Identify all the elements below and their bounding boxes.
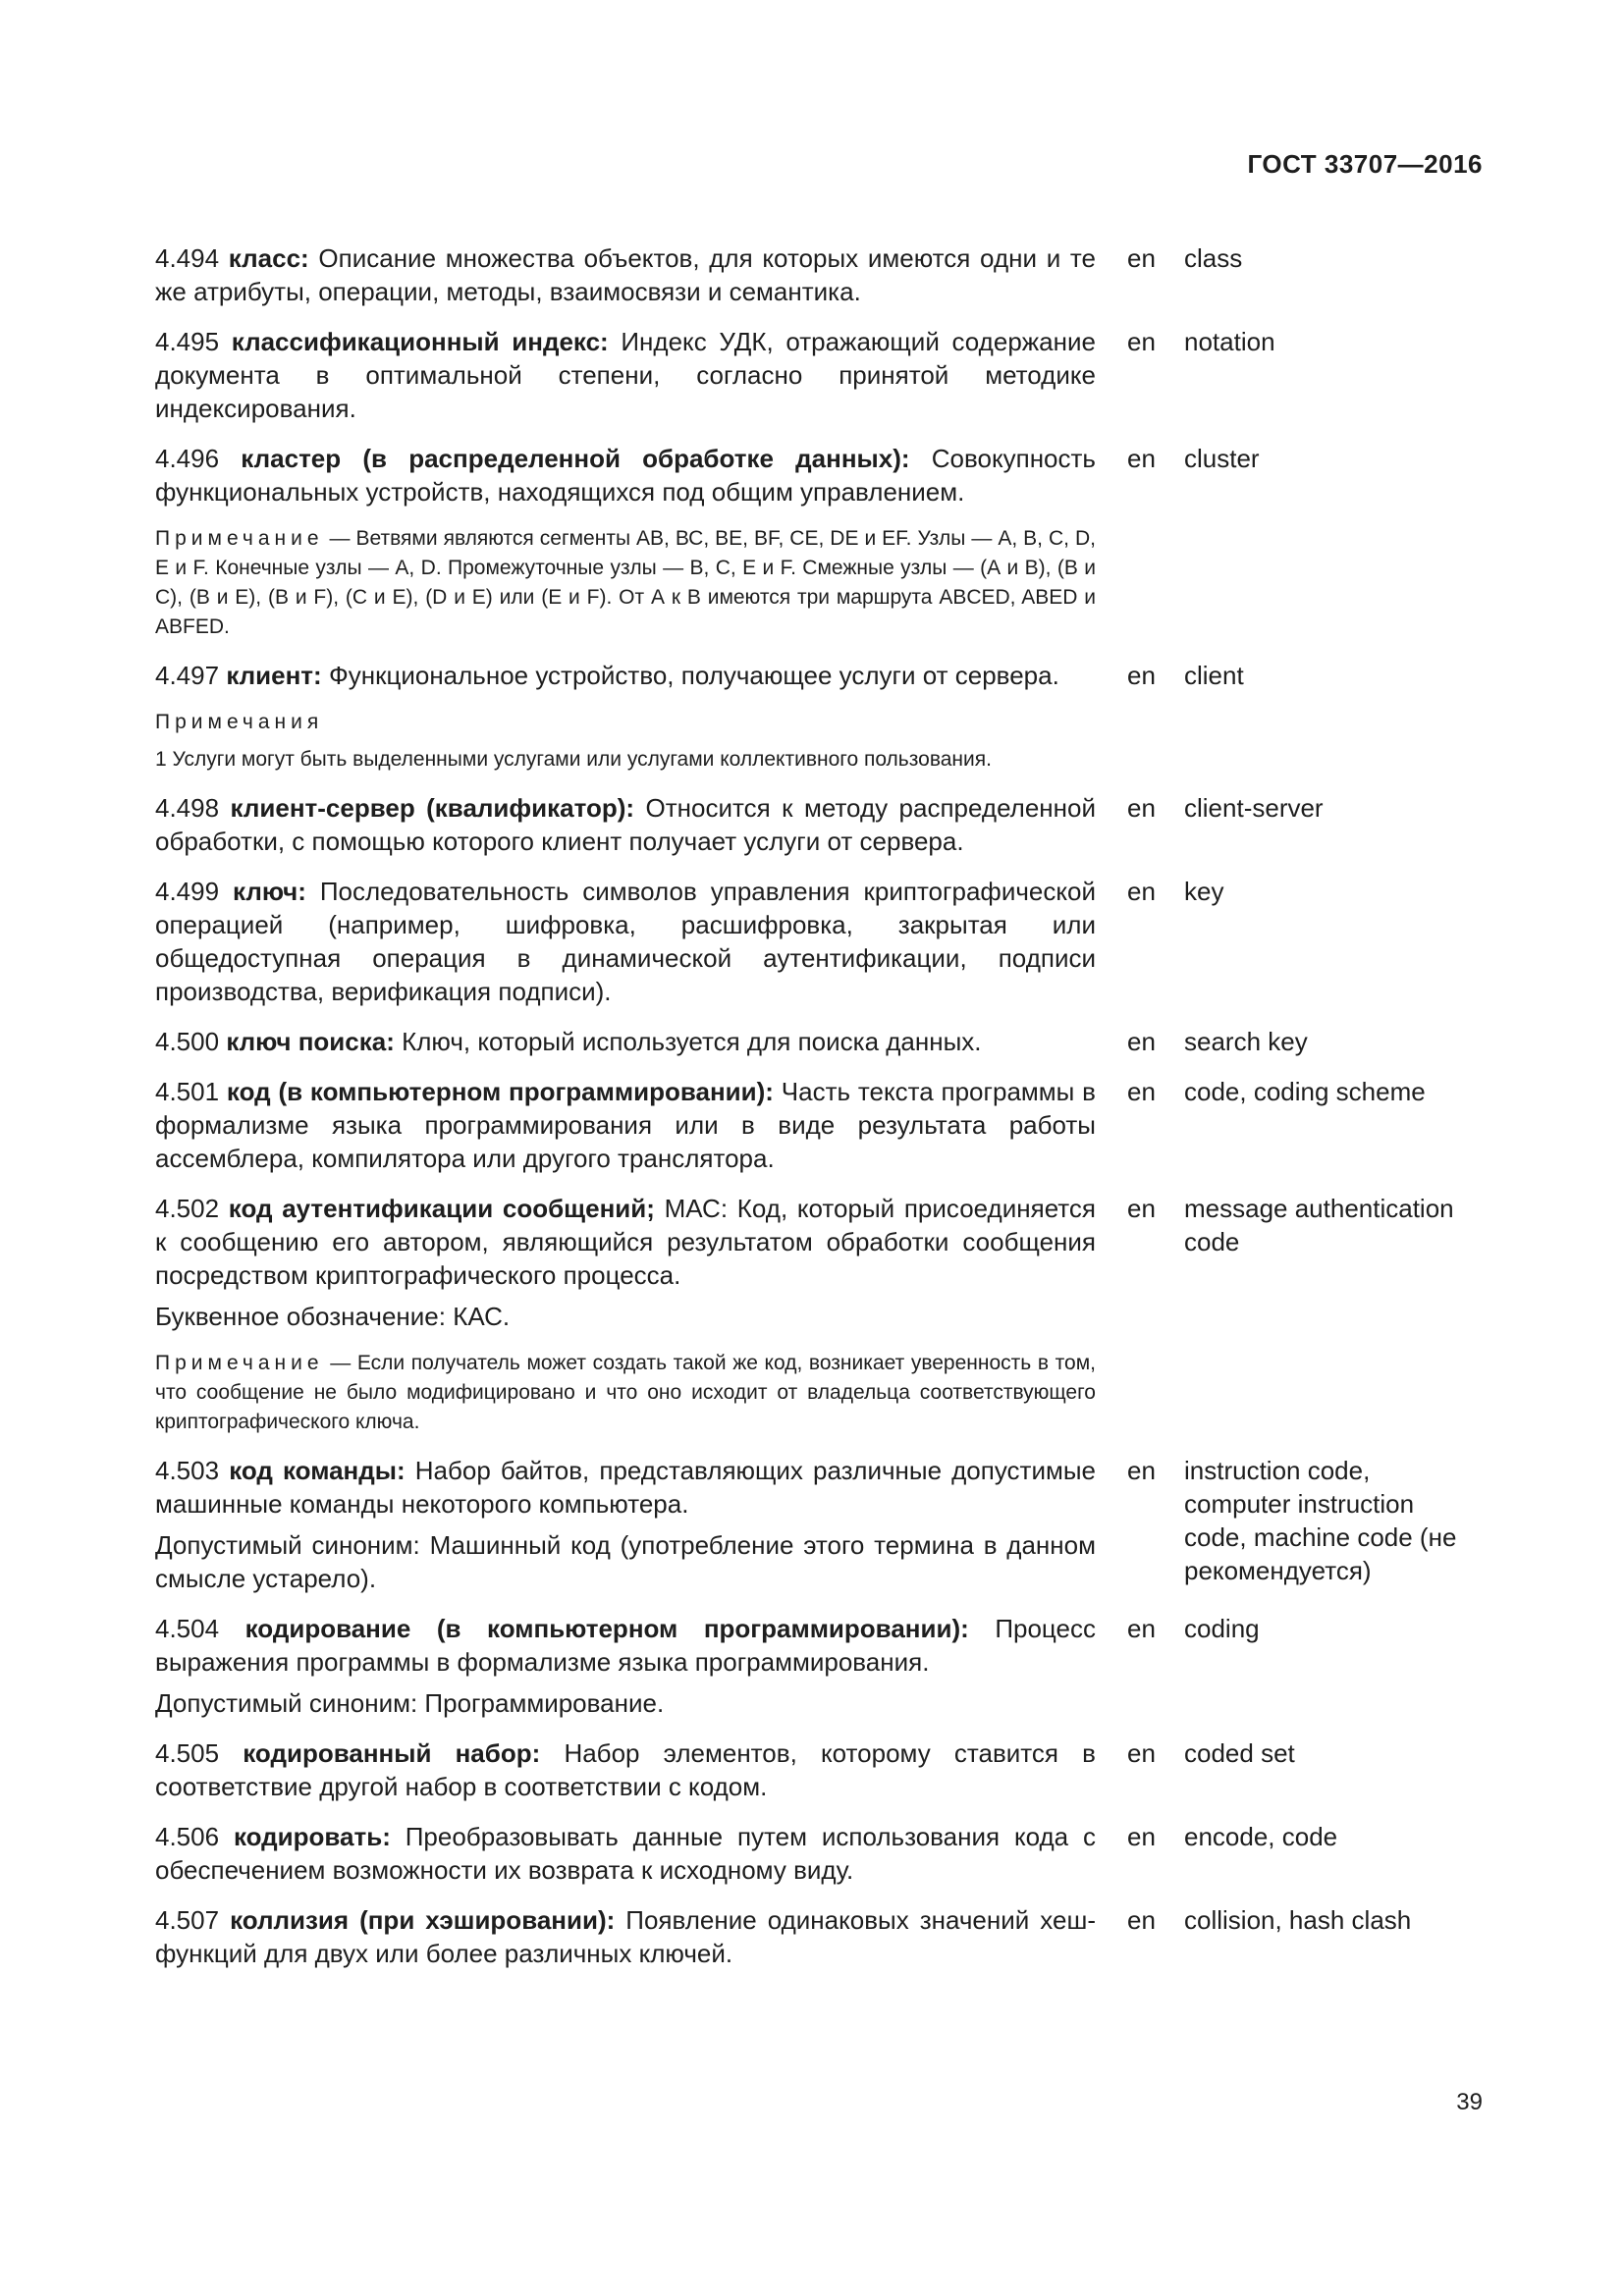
entry-number: 4.504: [155, 1614, 220, 1643]
term-entry: [155, 1192, 1483, 1437]
entry-definition-column: [155, 1454, 1096, 1595]
entry-term: код (в компьютерном программировании):: [226, 1077, 774, 1106]
entry-definition: [155, 1736, 1096, 1803]
entry-definition: [155, 659, 1096, 692]
entry-definition-text: Преобразовывать данные путем использования кода с обеспечением возможности их возврата к исходному виду.: [155, 1822, 1096, 1885]
entry-language: en: [1127, 1027, 1156, 1056]
entry-language: en: [1127, 793, 1156, 823]
note-text: — Ветвями являются сегменты АВ, ВС, ВЕ, BF, СЕ, DE и EF. Узлы — А, В, С, D, Е и F. Конечные узлы — А, D. Промежуточные узлы — В, С, Е и F. Смежные узлы — (А и В), (В и С), (В и Е), (В и F), (С и Е), (D и Е) или (Е и F). От А к В имеются три маршрута ABCED, ABED и ABFED.: [155, 527, 1096, 638]
entry-definition: [155, 241, 1096, 308]
entry-definition-column: [155, 659, 1096, 774]
term-entry: [155, 241, 1483, 308]
entry-english-term: code, coding scheme: [1184, 1077, 1426, 1106]
entry-definition-text: Функциональное устройство, получающее услуги от сервера.: [328, 661, 1059, 690]
entry-definition: [155, 1903, 1096, 1970]
entry-definition-text: МАС: Код, который присоединяется к сообщению его автором, являющийся результатом обработки сообщения посредством криптографического процесса.: [155, 1194, 1096, 1290]
entry-definition-text: Ключ, который используется для поиска данных.: [402, 1027, 982, 1056]
entry-english-term: cluster: [1184, 444, 1260, 473]
term-entry: [155, 1736, 1483, 1803]
entry-extra: Допустимый синоним: Программирование.: [155, 1688, 665, 1718]
entry-definition-text: Совокупность функциональных устройств, находящихся под общим управлением.: [155, 444, 1096, 507]
entry-definition-text: Процесс выражения программы в формализме языка программирования.: [155, 1614, 1096, 1677]
entry-term: кодированный набор:: [243, 1738, 541, 1768]
entry-term: классификационный индекс:: [231, 327, 609, 356]
entry-number: 4.497: [155, 661, 220, 690]
entry-definition: [155, 1612, 1096, 1679]
entry-definition: [155, 791, 1096, 858]
entry-number: 4.500: [155, 1027, 220, 1056]
term-entry: [155, 791, 1483, 858]
entry-definition: [155, 1454, 1096, 1521]
entry-english-term: search key: [1184, 1027, 1308, 1056]
term-entry: [155, 1075, 1483, 1175]
entry-definition: [155, 1820, 1096, 1887]
entry-number: 4.506: [155, 1822, 220, 1851]
entry-english-term: key: [1184, 877, 1224, 906]
entry-language: en: [1127, 1456, 1156, 1485]
entry-language: en: [1127, 1614, 1156, 1643]
entry-term: клиент:: [226, 661, 322, 690]
entry-definition-column: [155, 791, 1096, 858]
entry-definition-text: Набор байтов, представляющих различные допустимые машинные команды некоторого компьютера.: [155, 1456, 1097, 1519]
term-entry: [155, 1612, 1483, 1720]
entry-number: 4.495: [155, 327, 220, 356]
note-text: — Если получатель может создать такой же код, возникает уверенность в том, что сообщение не было модифицировано и что оно исходит от владельца соответствующего криптографического ключа.: [155, 1352, 1096, 1433]
term-entry: [155, 1820, 1483, 1887]
entry-definition-column: [155, 241, 1096, 308]
entry-definition-text: Набор элементов, которому ставится в соответствие другой набор в соответствии с кодом.: [155, 1738, 1096, 1801]
entry-number: 4.503: [155, 1456, 220, 1485]
entry-number: 4.507: [155, 1905, 220, 1935]
entry-definition-text: Описание множества объектов, для которых имеются одни и те же атрибуты, операции, методы, взаимосвязи и семантика.: [155, 243, 1097, 306]
entry-term: клиент-сервер (квалификатор):: [230, 793, 635, 823]
page-number: 39: [1456, 2089, 1483, 2115]
entry-language: en: [1127, 243, 1156, 273]
entry-number: 4.501: [155, 1077, 220, 1106]
entry-definition-column: [155, 1192, 1096, 1437]
entry-english-term: encode, code: [1184, 1822, 1338, 1851]
entry-number: 4.502: [155, 1194, 220, 1223]
note-label: Примечание: [155, 527, 324, 550]
entry-language: en: [1127, 1822, 1156, 1851]
entry-definition-column: [155, 1903, 1096, 1970]
entry-definition: [155, 325, 1096, 425]
terms-list: [155, 241, 1483, 1987]
entry-definition-column: [155, 1736, 1096, 1803]
standard-designation: ГОСТ 33707—2016: [1247, 149, 1483, 179]
entry-definition-text: Последовательность символов управления криптографической операцией (например, шифровка, расшифровка, закрытая или общедоступная операция в динамической аутентификации, подписи производства, верификация подписи).: [155, 877, 1096, 1006]
entry-language: en: [1127, 661, 1156, 690]
entry-number: 4.496: [155, 444, 220, 473]
entry-definition: [155, 875, 1096, 1008]
term-entry: [155, 875, 1483, 1008]
entry-definition-column: [155, 1025, 1096, 1058]
entry-english-term: coded set: [1184, 1738, 1295, 1768]
entry-language: en: [1127, 1194, 1156, 1223]
entry-definition-column: [155, 1820, 1096, 1887]
entry-extra: Допустимый синоним: Машинный код (употребление этого термина в данном смысле устарело).: [155, 1530, 1096, 1593]
entry-definition-column: [155, 1612, 1096, 1720]
entry-term: кодирование (в компьютерном программировании):: [244, 1614, 969, 1643]
entry-english-term: collision, hash clash: [1184, 1905, 1412, 1935]
entry-language: en: [1127, 877, 1156, 906]
entry-term: кодировать:: [233, 1822, 391, 1851]
entry-english-term: message authentication code: [1184, 1194, 1454, 1256]
entry-definition-text: Относится к методу распределенной обработки, с помощью которого клиент получает услуги от сервера.: [155, 793, 1097, 856]
entry-definition-text: Появление одинаковых значений хеш-функций для двух или более различных ключей.: [155, 1905, 1096, 1968]
term-entry: [155, 1454, 1483, 1595]
entry-definition-text: Индекс УДК, отражающий содержание документа в оптимальной степени, согласно принятой методике индексирования.: [155, 327, 1096, 423]
entry-definition: [155, 1192, 1096, 1292]
entry-number: 4.499: [155, 877, 220, 906]
entry-language: en: [1127, 1905, 1156, 1935]
entry-extra: Буквенное обозначение: КАС.: [155, 1302, 511, 1331]
entry-note: [155, 524, 1096, 642]
entry-definition-column: [155, 325, 1096, 425]
document-header: [0, 149, 1483, 180]
entry-definition: [155, 1075, 1096, 1175]
entry-language: en: [1127, 444, 1156, 473]
entry-language: en: [1127, 1738, 1156, 1768]
note-label: Примечание: [155, 1352, 324, 1374]
entry-english-term: instruction code, computer instruction code, machine code (не рекомендуется): [1184, 1456, 1457, 1585]
entry-number: 4.505: [155, 1738, 220, 1768]
entry-term: код команды:: [229, 1456, 406, 1485]
entry-english-term: notation: [1184, 327, 1275, 356]
entry-definition-column: [155, 442, 1096, 642]
notes-heading: Примечания: [155, 711, 324, 733]
note-item: 1 Услуги могут быть выделенными услугами или услугами коллективного пользования.: [155, 748, 992, 771]
entry-language: en: [1127, 327, 1156, 356]
entry-language: en: [1127, 1077, 1156, 1106]
entry-term: кластер (в распределенной обработке данных):: [241, 444, 910, 473]
entry-english-term: coding: [1184, 1614, 1260, 1643]
entry-term: коллизия (при хэшировании):: [230, 1905, 616, 1935]
term-entry: [155, 1025, 1483, 1058]
entry-definition-text: Часть текста программы в формализме языка программирования или в виде результата работы ассемблера, компилятора или другого транслятора.: [155, 1077, 1096, 1173]
entry-term: код аутентификации сообщений;: [228, 1194, 655, 1223]
entry-term: ключ:: [233, 877, 306, 906]
entry-number: 4.494: [155, 243, 220, 273]
entry-definition-column: [155, 1075, 1096, 1175]
term-entry: [155, 1903, 1483, 1970]
term-entry: [155, 325, 1483, 425]
entry-definition: [155, 1025, 1096, 1058]
term-entry: [155, 442, 1483, 642]
entry-english-term: client-server: [1184, 793, 1324, 823]
entry-number: 4.498: [155, 793, 220, 823]
entry-definition: [155, 442, 1096, 508]
entry-definition-column: [155, 875, 1096, 1008]
entry-note: [155, 1349, 1096, 1437]
entry-term: класс:: [228, 243, 309, 273]
entry-term: ключ поиска:: [226, 1027, 395, 1056]
entry-english-term: client: [1184, 661, 1244, 690]
entry-english-term: class: [1184, 243, 1243, 273]
term-entry: [155, 659, 1483, 774]
